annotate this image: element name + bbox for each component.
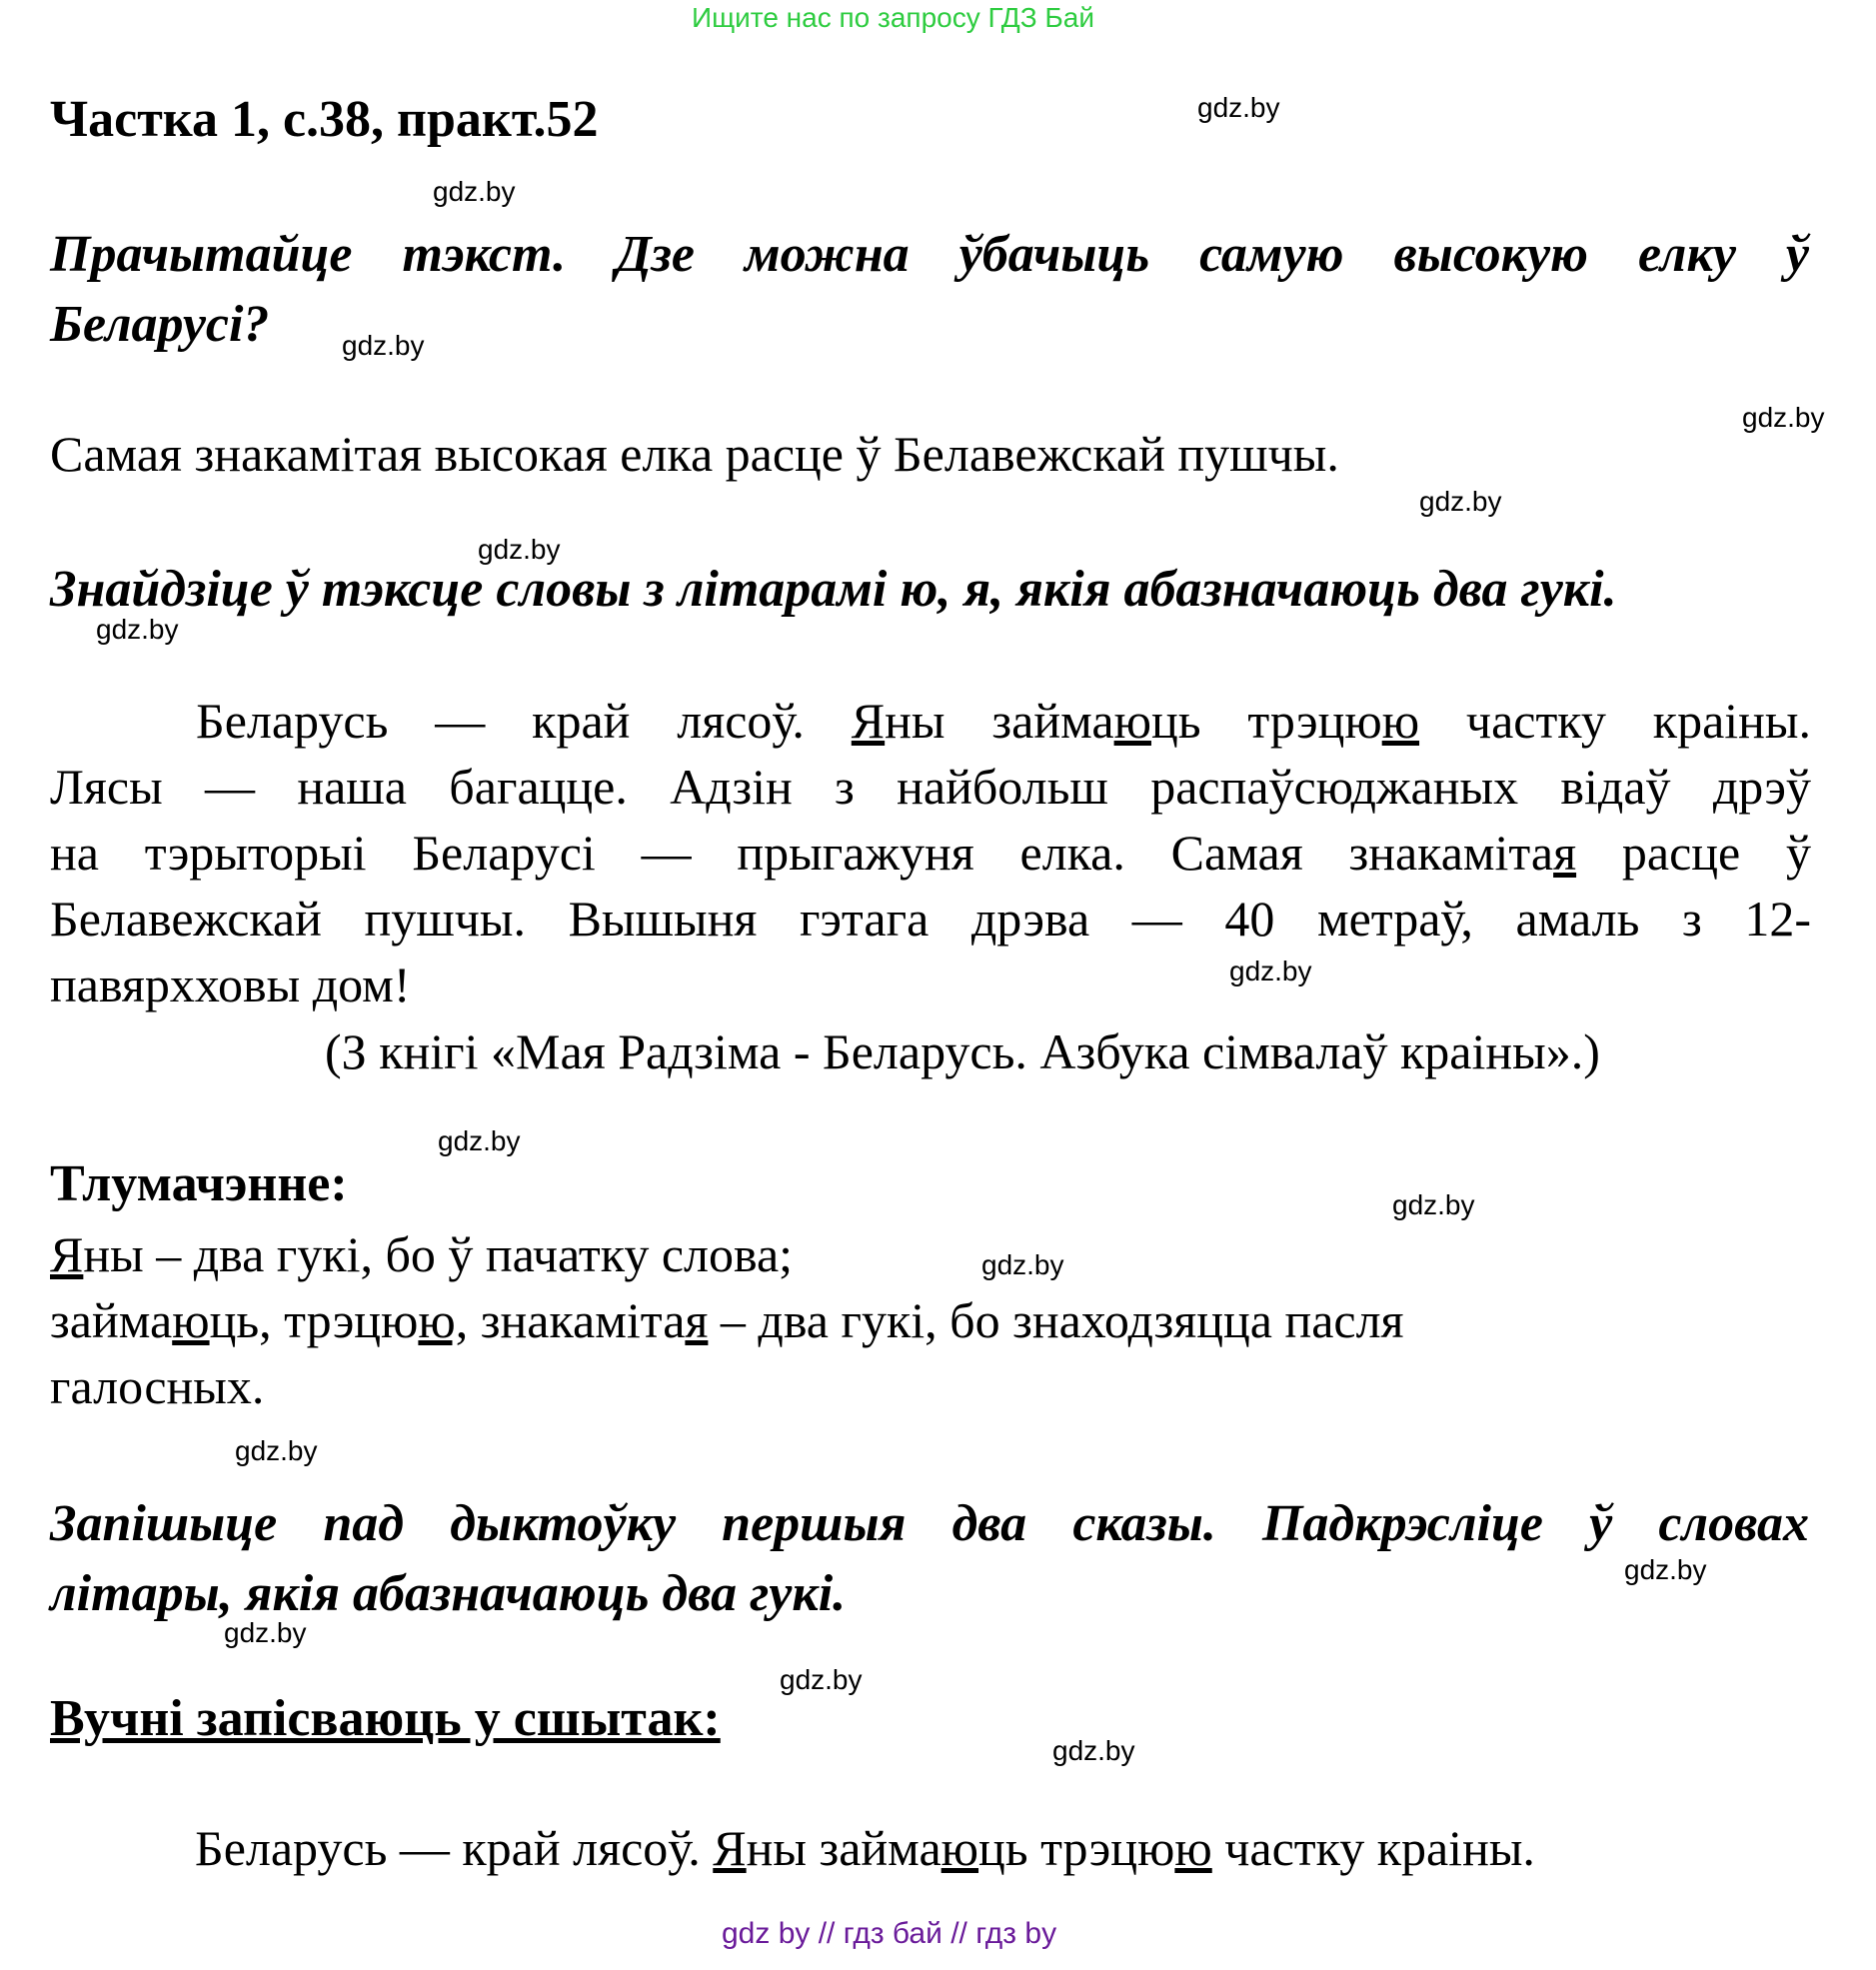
watermark: gdz.by — [433, 176, 516, 207]
text-line-4: Белавежскай пушчы. Вышыня гэтага дрэва — 40 метраў, амаль з 12- — [50, 891, 1811, 947]
task-3 — [50, 1489, 1809, 1629]
text-line-3: на тэрыторыі Беларусі — прыгажуня елка. Самая знакамітая расце ў — [50, 825, 1811, 881]
watermark: gdz.by — [1742, 402, 1825, 433]
watermark: gdz.by — [1624, 1554, 1707, 1585]
text-line-2: Лясы — наша багацце. Адзін з найбольш распаўсюджаных відаў дрэў — [50, 759, 1811, 815]
page-title: Частка 1, с.38, практ.52 — [50, 91, 599, 148]
task-2: Знайдзіце ў тэксце словы з літарамі ю, я, якія абазначаюць два гукі. — [50, 561, 1617, 618]
watermark: gdz.by — [1419, 486, 1502, 517]
watermark: gdz.by — [438, 1125, 521, 1156]
task-3-line-2: літары, якія абазначаюць два гукі. — [50, 1565, 847, 1622]
watermark: gdz.by — [1197, 92, 1280, 123]
task-1 — [50, 220, 1809, 360]
task-3-line-1: Запішыце пад дыктоўку першыя два сказы. Падкрэсліце ў словах — [50, 1495, 1809, 1552]
answer-1: Самая знакамітая высокая елка расце ў Белавежскай пушчы. — [50, 426, 1339, 482]
reading-text — [50, 688, 1811, 1017]
watermark: gdz.by — [1229, 956, 1312, 986]
watermark: gdz.by — [1392, 1189, 1475, 1220]
watermark: gdz.by — [1052, 1735, 1135, 1766]
text-line-5: павярхховы дом! — [50, 957, 411, 1012]
dictation-line: Беларусь — край лясоў. Яны займаюць трэцюю частку краіны. — [195, 1820, 1535, 1876]
watermark: gdz.by — [235, 1435, 318, 1466]
text-line-1: Беларусь — край лясоў. Яны займаюць трэцюю частку краіны. — [196, 693, 1812, 749]
task-1-line-1: Прачытайце тэкст. Дзе можна ўбачыць самую высокую елку ў — [50, 226, 1809, 283]
watermark: gdz.by — [478, 534, 561, 565]
task-1-line-2: Беларусі? — [50, 296, 270, 353]
explanation-row-1: Яны – два гукі, бо ў пачатку слова; — [50, 1226, 794, 1282]
notebook-heading: Вучні запісваюць у сшытак: — [50, 1690, 721, 1747]
explanation-row-2: займаюць, трэцюю, знакамітая – два гукі, бо знаходзяцца пасля — [50, 1292, 1404, 1348]
watermark: gdz.by — [342, 330, 425, 361]
watermark: gdz.by — [981, 1249, 1064, 1280]
watermark: gdz.by — [224, 1617, 307, 1648]
explanation-body — [50, 1221, 1404, 1419]
watermark: gdz.by — [96, 614, 179, 645]
site-banner: Ищите нас по запросу ГДЗ Бай — [692, 2, 1095, 33]
watermark: gdz.by — [780, 1664, 863, 1695]
explanation-heading: Тлумачэнне: — [50, 1155, 348, 1212]
text-source: (З кнігі «Мая Радзіма - Беларусь. Азбука сімвалаў краіны».) — [325, 1023, 1600, 1079]
footer-links: gdz by // гдз бай // гдз by — [722, 1917, 1057, 1950]
explanation-row-3: галосных. — [50, 1358, 265, 1414]
